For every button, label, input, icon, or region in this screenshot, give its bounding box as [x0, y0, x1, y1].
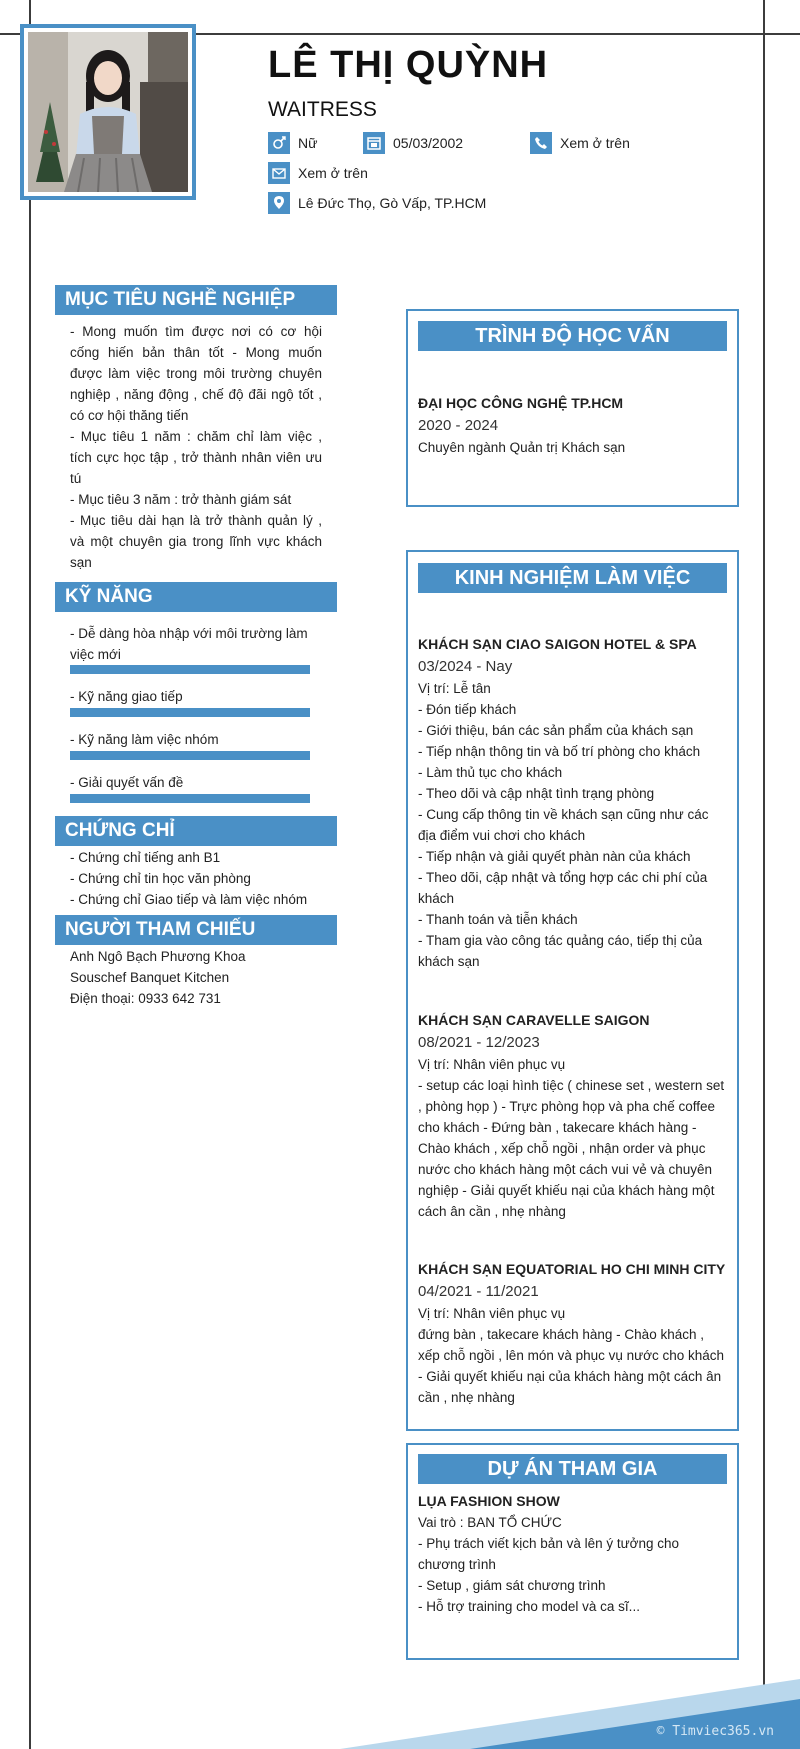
experience-heading: KINH NGHIỆM LÀM VIỆC — [418, 563, 727, 593]
job-line: Vị trí: Lễ tân — [418, 681, 491, 696]
objective-text — [70, 321, 322, 573]
job-company: KHÁCH SẠN CIAO SAIGON HOTEL & SPA — [418, 636, 697, 652]
address-row — [268, 191, 486, 215]
job-line: Vị trí: Nhân viên phục vụ — [418, 1057, 566, 1072]
job-line: đứng bàn , takecare khách hàng - Chào khách , xếp chỗ ngồi , lên món và phục vụ nước cho khách - Giải quyết khiếu nại của khách hàng một cách ân cần , nhẹ nhàng — [418, 1327, 725, 1405]
phone-row — [530, 131, 630, 155]
skill-level-bar — [70, 794, 310, 803]
job-entry — [418, 1009, 727, 1222]
gender-value: Nữ — [298, 135, 318, 151]
reference-role: Souschef Banquet Kitchen — [70, 970, 230, 985]
email-row — [268, 161, 368, 185]
education-entry — [418, 392, 727, 458]
job-line: - Đón tiếp khách — [418, 702, 517, 717]
job-line: - Tiếp nhận thông tin và bố trí phòng cho khách — [418, 744, 701, 759]
job-line: - Làm thủ tục cho khách — [418, 765, 563, 780]
certificate-item: - Chứng chỉ Giao tiếp và làm việc nhóm — [70, 892, 308, 907]
objective-line: - Mục tiêu 3 năm : trở thành giám sát — [70, 492, 292, 507]
right-border-line — [763, 0, 765, 1749]
job-line: - Theo dõi, cập nhật và tổng hợp các chi phí của khách — [418, 870, 708, 906]
gender-row — [268, 131, 317, 155]
objective-line: - Mục tiêu dài hạn là trở thành quản lý , và một chuyên gia trong lĩnh vực khách sạn — [70, 513, 322, 570]
skill-label: - Giải quyết vấn đề — [70, 775, 184, 790]
job-title: WAITRESS — [268, 98, 377, 121]
job-line: - Theo dõi và cập nhật tình trạng phòng — [418, 786, 655, 801]
job-period: 04/2021 - 11/2021 — [418, 1283, 539, 1300]
job-line: - Tiếp nhận và giải quyết phàn nàn của khách — [418, 849, 691, 864]
objective-heading: MỤC TIÊU NGHỀ NGHIỆP — [55, 285, 337, 315]
certificates-list — [70, 847, 322, 910]
projects-heading: DỰ ÁN THAM GIA — [418, 1454, 727, 1484]
job-line: - Thanh toán và tiễn khách — [418, 912, 578, 927]
job-line: - setup các loại hình tiệc ( chinese set , western set , phòng họp ) - Trực phòng họp và pha chế coffee cho khách - Đứng bàn , takecare khách hàng - Chào khách , xếp chỗ ngồi , nhận order và phục nước cho khách hàng một cách vui vẻ và chuyên nghiệp - Giải quyết khiếu nại của khách hàng một cách ân cần , nhẹ nhàng — [418, 1078, 725, 1219]
job-line: Vị trí: Nhân viên phục vụ — [418, 1306, 566, 1321]
certificates-heading: CHỨNG CHỈ — [55, 816, 337, 846]
objective-line: - Mong muốn tìm được nơi có cơ hội cống hiến bản thân tốt - Mong muốn được làm việc trong môi trường chuyên nghiệp , năng động , chế độ đãi ngộ tốt , có cơ hội thăng tiến — [70, 324, 322, 423]
job-company: KHÁCH SẠN EQUATORIAL HO CHI MINH CITY — [418, 1261, 726, 1277]
education-heading: TRÌNH ĐỘ HỌC VẤN — [418, 321, 727, 351]
phone-value: Xem ở trên — [560, 135, 630, 151]
job-entry — [418, 1258, 727, 1408]
project-entry — [418, 1490, 727, 1617]
skill-level-bar — [70, 751, 310, 760]
skills-heading: KỸ NĂNG — [55, 582, 337, 612]
watermark: © Timviec365.vn — [656, 1724, 774, 1739]
project-line: - Setup , giám sát chương trình — [418, 1578, 606, 1593]
project-name: LỤA FASHION SHOW — [418, 1493, 560, 1509]
job-company: KHÁCH SẠN CARAVELLE SAIGON — [418, 1012, 650, 1028]
job-line: - Giới thiệu, bán các sản phẩm của khách sạn — [418, 723, 694, 738]
phone-icon — [530, 132, 552, 154]
references-heading: NGƯỜI THAM CHIẾU — [55, 915, 337, 945]
project-line: - Hỗ trợ training cho model và ca sĩ... — [418, 1599, 640, 1614]
profile-photo — [20, 24, 196, 200]
certificate-item: - Chứng chỉ tiếng anh B1 — [70, 850, 221, 865]
education-major: Chuyên ngành Quản trị Khách sạn — [418, 440, 626, 455]
job-line: - Tham gia vào công tác quảng cáo, tiếp thị của khách sạn — [418, 933, 703, 969]
reference-phone: Điện thoại: 0933 642 731 — [70, 991, 221, 1006]
portrait-illustration — [28, 32, 188, 192]
references-block — [70, 946, 322, 1009]
reference-name: Anh Ngô Bạch Phương Khoa — [70, 949, 246, 964]
email-value: Xem ở trên — [298, 165, 368, 181]
location-pin-icon — [268, 192, 290, 214]
job-entry — [418, 633, 727, 972]
skill-label: - Kỹ năng làm việc nhóm — [70, 732, 219, 747]
objective-line: - Mục tiêu 1 năm : chăm chỉ làm việc , tích cực học tập , trở thành nhân viên ưu tú — [70, 429, 322, 486]
project-line: Vai trò : BAN TỔ CHỨC — [418, 1515, 562, 1530]
project-line: - Phụ trách viết kịch bản và lên ý tưởng cho chương trình — [418, 1536, 680, 1572]
email-icon — [268, 162, 290, 184]
school-name: ĐẠI HỌC CÔNG NGHỆ TP.HCM — [418, 395, 624, 411]
certificate-item: - Chứng chỉ tin học văn phòng — [70, 871, 251, 886]
job-period: 08/2021 - 12/2023 — [418, 1034, 540, 1051]
calendar-icon — [363, 132, 385, 154]
skill-label: - Dễ dàng hòa nhập với môi trường làm việc mới — [70, 626, 308, 662]
address-value: Lê Đức Thọ, Gò Vấp, TP.HCM — [298, 195, 487, 211]
skill-level-bar — [70, 665, 310, 674]
skill-level-bar — [70, 708, 310, 717]
skill-label: - Kỹ năng giao tiếp — [70, 689, 183, 704]
candidate-name: LÊ THỊ QUỲNH — [268, 44, 549, 86]
education-period: 2020 - 2024 — [418, 417, 499, 434]
job-period: 03/2024 - Nay — [418, 658, 513, 675]
left-border-line — [29, 0, 31, 1749]
dob-row — [363, 131, 463, 155]
gender-icon — [268, 132, 290, 154]
dob-value: 05/03/2002 — [393, 135, 464, 151]
job-line: - Cung cấp thông tin về khách sạn cũng như các địa điểm vui chơi cho khách — [418, 807, 709, 843]
